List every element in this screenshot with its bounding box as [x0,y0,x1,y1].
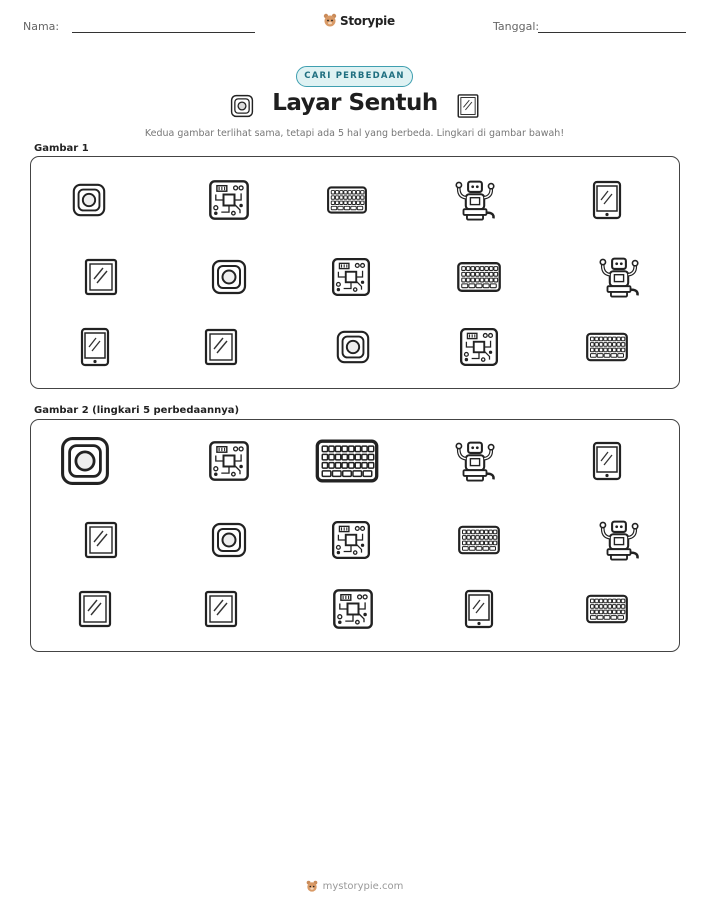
keyboard-icon[interactable] [585,587,629,631]
bear-logo-icon [323,13,337,28]
brand-logo [323,13,395,28]
circuit-board-icon [207,178,251,222]
tablet-icon[interactable] [587,441,627,481]
touchscreen-icon [455,93,481,119]
circuit-board-icon[interactable] [331,587,375,631]
bear-logo-icon [306,880,318,893]
circuit-board-icon[interactable] [330,519,372,561]
tablet-icon[interactable] [459,589,499,629]
date-label: Tanggal: [493,20,540,33]
home-button-icon [229,93,255,119]
name-label: Nama: [23,20,60,33]
home-button-icon [334,328,372,366]
keyboard-icon [585,325,629,369]
tablet-icon [587,180,627,220]
circuit-board-icon[interactable] [207,439,251,483]
section-1-label: Gambar 1 [34,143,89,154]
instructions: Kedua gambar terlihat sama, tetapi ada 5 hal yang berbeda. Lingkari di gambar bawah! [144,128,565,139]
keyboard-icon [326,179,368,221]
home-button-icon [70,181,108,219]
tablet-icon [75,327,115,367]
page-title: Layar Sentuh [272,90,438,116]
robot-icon [452,177,498,223]
circuit-board-icon [458,326,500,368]
home-button-icon[interactable] [209,520,249,560]
home-button-icon [209,257,249,297]
keyboard-icon[interactable] [314,428,380,494]
touchscreen-icon[interactable] [75,589,115,629]
touchscreen-icon[interactable] [201,589,241,629]
footer [0,880,709,893]
robot-icon[interactable] [452,438,498,484]
footer-site: mystorypie.com [322,881,404,892]
date-field-line[interactable] [538,32,686,33]
section-2-label: Gambar 2 (lingkari 5 perbedaannya) [34,405,240,416]
robot-icon [596,254,642,300]
brand-name: Storypie [340,13,395,28]
touchscreen-icon[interactable] [81,520,121,560]
circuit-board-icon [330,256,372,298]
activity-badge: CARI PERBEDAAN [296,66,413,87]
keyboard-icon[interactable] [457,518,501,562]
touchscreen-icon [201,327,241,367]
name-field-line[interactable] [72,32,255,33]
home-button-icon[interactable] [57,433,113,489]
robot-icon[interactable] [596,517,642,563]
keyboard-icon [456,254,502,300]
touchscreen-icon [81,257,121,297]
